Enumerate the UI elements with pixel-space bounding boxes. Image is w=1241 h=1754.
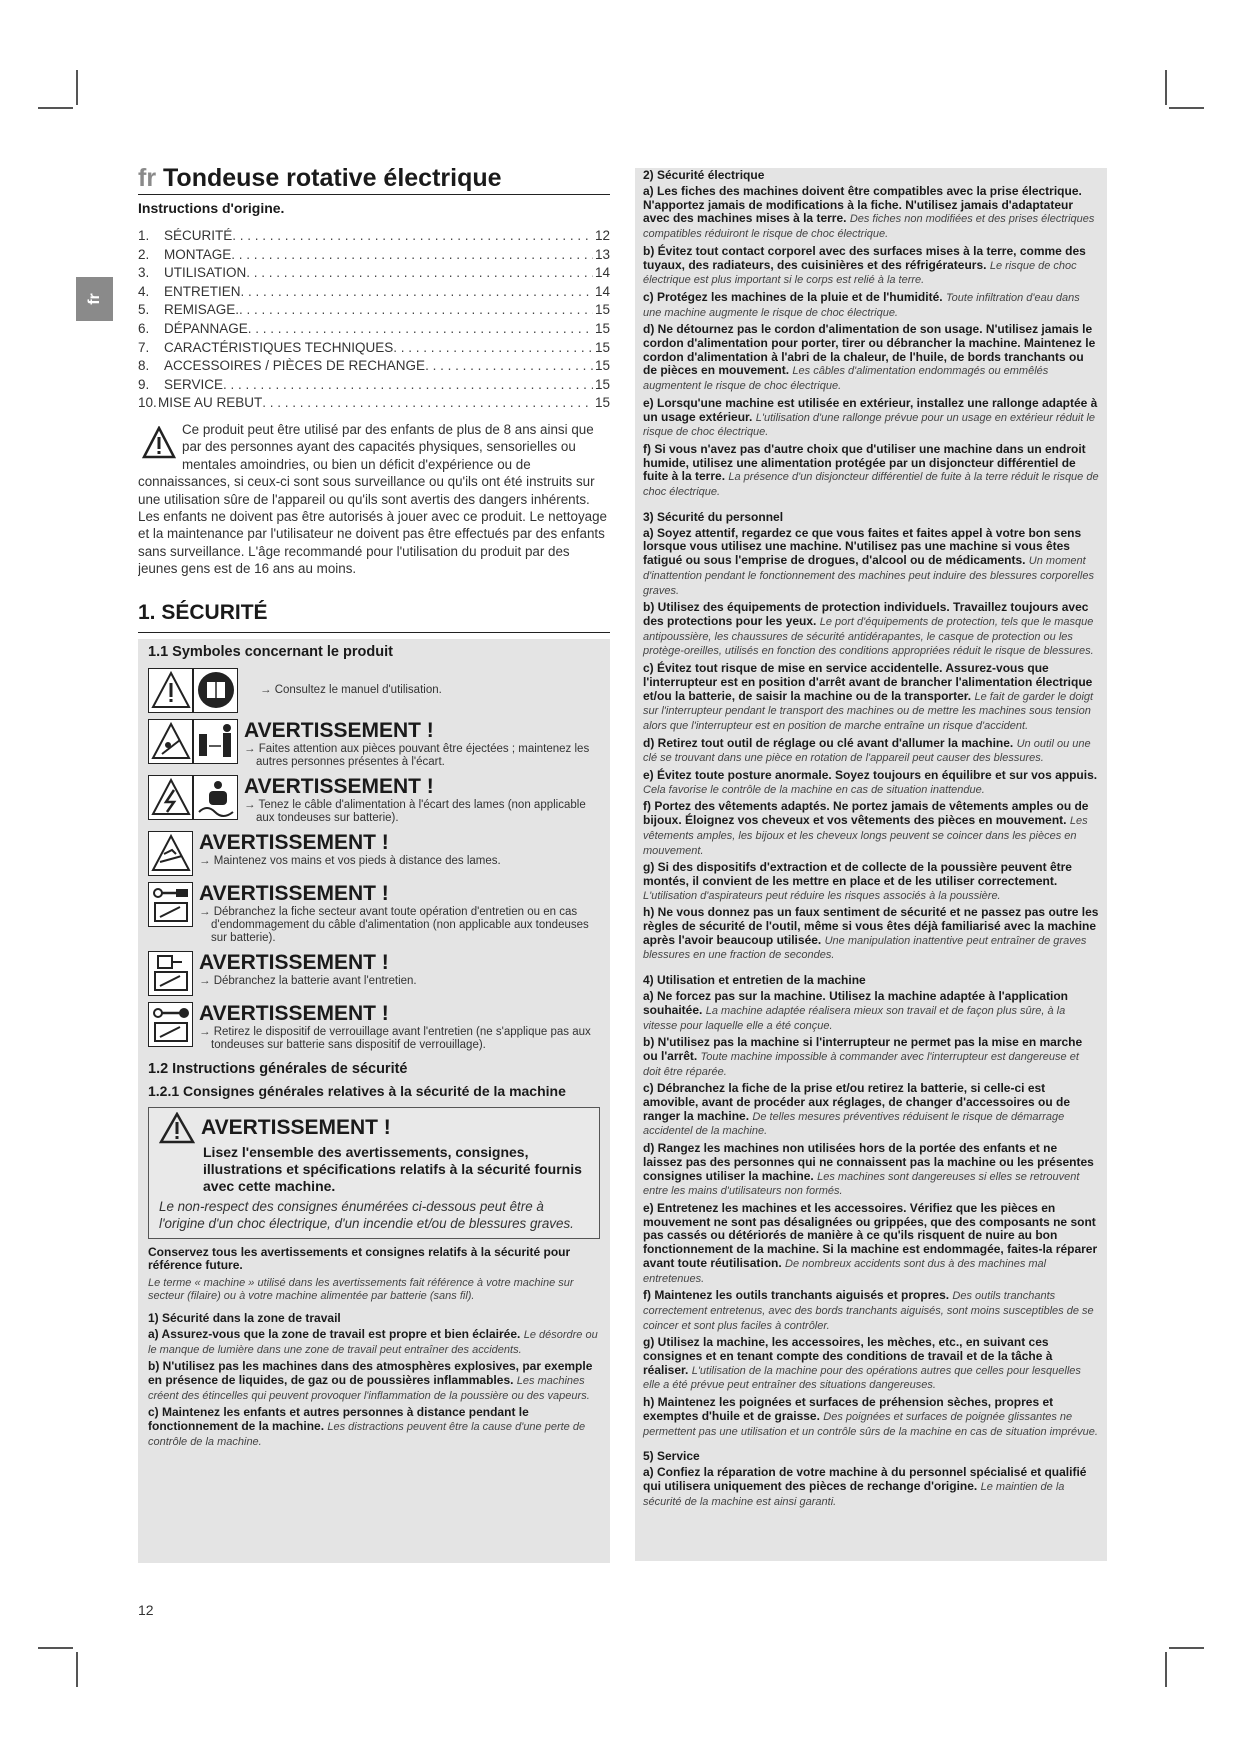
general-warning-box (148, 1107, 600, 1239)
toc-label: ENTRETIEN (164, 283, 241, 299)
toc-row (138, 301, 610, 320)
toc-row (138, 283, 610, 302)
toc-row (138, 320, 610, 339)
left-column (138, 163, 610, 1563)
symbol-row (148, 668, 600, 713)
section-rule (138, 632, 610, 633)
instruction-bold: c) Évitez tout risque de mise en service accidentelle. Assurez-vous que l'interrupteur est en position d'arrêt avant de brancher l'alimentation électrique et/ou la batterie, de saisir la machine ou de la transporter. (643, 661, 1093, 703)
warning-triangle-icon (159, 1112, 195, 1144)
manual-icon (193, 668, 238, 713)
toc-page: 15 (594, 302, 610, 318)
instruction-bold: a) Assurez-vous que la zone de travail est propre et bien éclairée. (148, 1326, 521, 1341)
instruction-paragraph (643, 1202, 1099, 1286)
blade-hand-icon (148, 831, 193, 876)
warning-icon (148, 668, 193, 713)
instruction-italic: Les câbles d'alimentation endommagés ou emmêlés augmentent le risque de choc électrique. (643, 365, 1049, 393)
safety-box (138, 639, 610, 1563)
toc-row (138, 394, 610, 413)
instruction-bold: f) Portez des vêtements adaptés. Ne portez jamais de vêtements amples ou de bijoux. Éloignez vos cheveux et vos vêtements des pièces en mouvement. (643, 799, 1089, 828)
instruction-paragraph (643, 1466, 1099, 1509)
symbol-row (148, 951, 600, 996)
toc-page: 13 (594, 246, 610, 262)
crop-mark (38, 1647, 73, 1649)
toc-row (138, 376, 610, 395)
document-title: fr Tondeuse rotative électrique (138, 164, 502, 192)
instruction-italic: Toute infiltration d'eau dans une machine augmente le risque de choc électrique. (643, 291, 1080, 319)
instruction-paragraph (643, 1082, 1099, 1139)
warning-bold-text: Lisez l'ensemble des avertissements, consignes, illustrations et spécifications relatifs à la sécurité fournis avec cette machine. (203, 1143, 582, 1194)
instruction-italic: Toute machine impossible à commander avec l'interrupteur est dangereuse et doit être réparée. (643, 1050, 1079, 1078)
toc-row (138, 227, 610, 246)
symbol-row (148, 831, 600, 876)
toc-page: 14 (594, 265, 610, 281)
table-of-contents (138, 227, 610, 413)
instruction-paragraph (643, 185, 1099, 242)
instruction-bold: b) Évitez tout contact corporel avec des surfaces mises à la terre, comme des tuyaux, des radiateurs, des cuisinières et des réfrigérateurs. (643, 243, 1086, 272)
instruction-bold: a) Confiez la réparation de votre machine à du personnel spécialisé et qualifié qui utilisera uniquement des pièces de rechange d'origine. (643, 1465, 1087, 1493)
symbol-row (148, 719, 600, 769)
instruction-bold: e) Lorsqu'une machine est utilisée en extérieur, installez une rallonge adaptée à un usage extérieur. (643, 395, 1098, 424)
toc-row (138, 339, 610, 358)
symbol-row (148, 775, 600, 825)
instruction-bold: b) N'utilisez pas la machine si l'interrupteur ne permet pas la mise en marche ou l'arrêt. (643, 1035, 1083, 1063)
instruction-italic: Une manipulation inattentive peut entraîner de graves blessures en une fraction de secondes. (643, 934, 1087, 962)
toc-label: MISE AU REBUT (158, 395, 263, 411)
instruction-paragraph (643, 861, 1099, 903)
instruction-paragraph (643, 527, 1099, 599)
key-remove-icon (148, 1002, 193, 1047)
work-area-list (148, 1328, 600, 1450)
toc-page: 12 (594, 228, 610, 243)
symbol-warning-heading: AVERTISSEMENT ! (244, 774, 434, 798)
toc-label: UTILISATION (164, 265, 247, 281)
instruction-italic: Des outils tranchants correctement entretenus, avec des bords tranchants aiguisés, sont moins susceptibles de se coincer et sont plus faciles à contrôler. (643, 1290, 1094, 1332)
right-column (635, 168, 1107, 1561)
symbol-text (193, 1002, 600, 1052)
toc-leader (248, 320, 593, 339)
cable-blade-icon (193, 775, 238, 820)
electrical-heading: 2) Sécurité électrique (643, 168, 765, 182)
instruction-italic: Cela favorise le contrôle de la machine en cas de situation inattendue. (643, 783, 985, 796)
subsection-heading: 1.2 Instructions générales de sécurité (148, 1060, 408, 1077)
toc-label: SERVICE (164, 376, 224, 392)
section-heading: 1. SÉCURITÉ (138, 600, 268, 624)
instruction-bold: f) Si vous n'avez pas d'autre choix que d'utiliser une machine dans un endroit humide, utilisez une alimentation protégée par un disjoncteur différentiel de fuite à la terre. (643, 441, 1086, 484)
instruction-paragraph (643, 1036, 1099, 1079)
service-list (643, 1466, 1099, 1509)
instruction-italic: La machine adaptée réalisera mieux son travail et de façon plus sûre, à la vitesse pour laquelle elle a été conçue. (643, 1004, 1066, 1032)
instruction-italic: L'utilisation de la machine pour des opérations autres que celles pour lesquelles elle a été prévue peut entraîner des situations dangereuses. (643, 1364, 1081, 1392)
symbol-warning-heading: AVERTISSEMENT ! (199, 881, 389, 905)
instruction-paragraph (643, 990, 1099, 1033)
instruction-bold: g) Utilisez la machine, les accessoires, les mèches, etc., en suivant ces consignes et en tenant compte des conditions de travail et de la tâche à réaliser. (643, 1335, 1053, 1377)
instruction-bold: b) N'utilisez pas les machines dans des atmosphères explosives, par exemple en présence de liquides, de gaz ou de poussières inflammables. (148, 1359, 593, 1388)
service-heading: 5) Service (643, 1449, 700, 1464)
electric-hazard-icon (148, 775, 193, 820)
instruction-paragraph (148, 1406, 600, 1449)
instruction-paragraph (643, 1289, 1099, 1333)
toc-label: CARACTÉRISTIQUES TECHNIQUES (164, 339, 394, 355)
instruction-paragraph (643, 800, 1099, 858)
instruction-bold: g) Si des dispositifs d'extraction et de collecte de la poussière peuvent être montés, il convient de les mettre en place et de les utiliser correctement. (643, 860, 1072, 888)
toc-number: 6. (138, 320, 150, 336)
toc-label: DÉPANNAGE (164, 320, 248, 336)
instruction-italic: Des poignées et surfaces de poignée glissantes ne permettent pas une utilisation et un contrôle sûrs de la machine en cas de situation imprévue. (643, 1410, 1098, 1438)
toc-row (138, 246, 610, 265)
toc-number: 10. (138, 395, 157, 411)
symbol-note: → Maintenez vos mains et vos pieds à distance des lames. (199, 854, 501, 867)
symbol-icons (148, 719, 238, 764)
crop-mark (76, 1652, 78, 1687)
subsubsection-heading: 1.2.1 Consignes générales relatives à la sécurité de la machine (148, 1082, 566, 1099)
title-rule (138, 194, 610, 195)
symbol-icons (148, 882, 193, 927)
instruction-paragraph (643, 443, 1099, 500)
crop-mark (1169, 107, 1204, 109)
warning-triangle-icon (142, 426, 176, 460)
instruction-italic: Les distractions peuvent être la cause d'une perte de contrôle de la machine. (148, 1421, 586, 1448)
instruction-paragraph (643, 601, 1099, 659)
instruction-italic: L'utilisation d'aspirateurs peut réduire les risques associés à la poussière. (643, 889, 1001, 902)
instruction-italic: Le maintien de la sécurité de la machine est ainsi garanti. (643, 1480, 1065, 1508)
symbol-text (238, 775, 600, 825)
toc-row (138, 264, 610, 283)
instruction-paragraph (148, 1360, 600, 1403)
electrical-list (643, 185, 1099, 500)
warning-italic-text: Le non-respect des consignes énumérées ci-dessous peut être à l'origine d'un choc électrique, d'un incendie et/ou de blessures graves. (159, 1198, 574, 1231)
symbol-warning-heading: AVERTISSEMENT ! (199, 830, 389, 854)
battery-remove-icon (148, 951, 193, 996)
instruction-italic: Un moment d'inattention pendant le fonctionnement des machines peut induire des blessures corporelles graves. (643, 555, 1094, 597)
instruction-bold: a) Soyez attentif, regardez ce que vous faites et faites appel à votre bon sens lorsque vous utilisez une machine. N'utilisez pas une machine si vous êtes fatigué ou sous l'emprise de drogues, d'alcool ou de médicaments. (643, 525, 1082, 568)
crop-mark (1165, 1652, 1167, 1687)
page-number: 12 (138, 1602, 154, 1618)
instruction-italic: Le fait de garder le doigt sur l'interrupteur pendant le transport des machines ou de mettre les machines sous tension alors que l'interrupteur est en position de marche entraîne un risque d'accident. (643, 690, 1094, 732)
toc-label: ACCESSOIRES / PIÈCES DE RECHANGE (164, 358, 426, 374)
instruction-italic: L'utilisation d'une rallonge prévue pour un usage en extérieur réduit le risque de choc électrique. (643, 411, 1096, 439)
instruction-paragraph (643, 291, 1099, 320)
subsection-heading: 1.1 Symboles concernant le produit (148, 643, 393, 660)
symbol-note: → Retirez le dispositif de verrouillage avant l'entretien (ne s'applique pas aux tondeuses sur batterie sans dispositif de verrouillage). (199, 1025, 591, 1051)
symbol-list (148, 668, 600, 1052)
instruction-paragraph (643, 397, 1099, 440)
symbol-note: → Faites attention aux pièces pouvant être éjectées ; maintenez les autres personnes présentes à l'écart. (244, 742, 590, 768)
instruction-bold: d) Rangez les machines non utilisées hors de la portée des enfants et ne laissez pas des personnes qui ne connaissent pas la machine ou les présentes consignes utiliser la machine. (643, 1141, 1094, 1183)
thrown-objects-icon (148, 719, 193, 764)
warning-heading: AVERTISSEMENT ! (159, 1112, 589, 1144)
instruction-italic: De telles mesures préventives réduisent le risque de démarrage accidentel de la machine. (643, 1110, 1065, 1138)
symbol-text (238, 719, 600, 769)
personal-list (643, 527, 1099, 963)
instruction-italic: Le risque de choc électrique est plus important si le corps est relié à la terre. (643, 259, 1077, 287)
unplug-maintenance-icon (148, 882, 193, 927)
machine-definition: Le terme « machine » utilisé dans les avertissements fait référence à votre machine sur secteur (filaire) ou à votre machine alimentée par batterie (sans fil). (148, 1276, 574, 1303)
instruction-paragraph (643, 1142, 1099, 1199)
work-area-heading: 1) Sécurité dans la zone de travail (148, 1310, 341, 1325)
crop-mark (38, 107, 73, 109)
toc-page: 14 (594, 283, 610, 299)
instruction-bold: d) Ne détournez pas le cordon d'alimentation de son usage. N'utilisez jamais le cordon d'alimentation pour porter, tirer ou débrancher la machine. Maintenez le cordon d'alimentation à l'abri de la chaleur, de l'huile, de bords tranchants ou de pièces en mouvement. (643, 322, 1096, 378)
toc-number: 9. (138, 376, 150, 392)
children-warning: Ce produit peut être utilisé par des enfants de plus de 8 ans ainsi que par des personnes ayant des capacités physiques, sensorielles ou mentales amoindries, ou bien un déficit d'expérience ou de connaissances, si ceux-ci sont sous surveillance ou qu'ils ont été instruits sur une utilisation sûre de l'appareil ou qu'ils sont avertis des dangers inhérents. Les enfants ne doivent pas être autorisés à jouer avec ce produit. Le nettoyage et la maintenance par l'utilisateur ne doivent pas être effectués par des enfants sans surveillance. L'âge recommandé pour l'utilisation du produit par des jeunes gens est de 16 ans au moins. (138, 421, 607, 577)
crop-mark (76, 70, 78, 105)
instruction-italic: Les vêtements amples, les bijoux et les cheveux longs peuvent se coincer dans les pièces en mouvement. (643, 815, 1088, 857)
symbol-warning-heading: AVERTISSEMENT ! (199, 1001, 389, 1025)
symbol-text (193, 951, 600, 988)
symbol-text (238, 668, 600, 697)
toc-page: 15 (594, 320, 610, 336)
use-heading: 4) Utilisation et entretien de la machine (643, 973, 866, 988)
toc-page: 15 (594, 395, 610, 411)
instruction-bold: a) Les fiches des machines doivent être compatibles avec la prise électrique. N'apportez jamais de modifications à la fiche. N'utilisez jamais d'adaptateur avec des machines mises à la terre. (643, 184, 1082, 226)
instruction-italic: Le désordre ou le manque de lumière dans une zone de travail peut entraîner des accidents. (148, 1328, 598, 1356)
instruction-bold: c) Maintenez les enfants et autres personnes à distance pendant le fonctionnement de la machine. (148, 1405, 529, 1434)
instruction-bold: d) Retirez tout outil de réglage ou clé avant d'allumer la machine. (643, 735, 1014, 750)
crop-mark (1165, 70, 1167, 105)
toc-number: 4. (138, 283, 150, 299)
instruction-bold: a) Ne forcez pas sur la machine. Utilisez la machine adaptée à l'application souhaitée. (643, 989, 1068, 1017)
instruction-bold: c) Protégez les machines de la pluie et de l'humidité. (643, 289, 943, 304)
symbol-icons (148, 668, 238, 713)
toc-leader (241, 283, 593, 302)
toc-page: 15 (594, 339, 610, 355)
instruction-italic: Des fiches non modifiées et des prises électriques compatibles réduiront le risque de choc électrique. (643, 213, 1095, 241)
toc-leader (393, 339, 593, 358)
instruction-bold: b) Utilisez des équipements de protection individuels. Travaillez toujours avec des protections pour les yeux. (643, 600, 1089, 628)
symbol-warning-heading: AVERTISSEMENT ! (244, 718, 434, 742)
symbol-warning-heading: AVERTISSEMENT ! (199, 950, 389, 974)
toc-leader (239, 301, 593, 320)
instruction-italic: La présence d'un disjoncteur différentiel de fuite à la terre réduit le risque de choc électrique. (643, 471, 1099, 499)
instruction-paragraph (148, 1328, 600, 1357)
symbol-note: → Consultez le manuel d'utilisation. (260, 683, 442, 696)
toc-leader (262, 394, 593, 413)
subtitle: Instructions d'origine. (138, 200, 285, 216)
symbol-note: → Débranchez la fiche secteur avant toute opération d'entretien ou en cas d'endommagement du câble d'alimentation (non applicable aux tondeuses sur batterie). (199, 905, 589, 944)
toc-leader (232, 227, 593, 246)
keep-instructions: Conservez tous les avertissements et consignes relatifs à la sécurité pour référence future. (148, 1244, 571, 1273)
toc-page: 15 (594, 358, 610, 374)
symbol-icons (148, 775, 238, 820)
instruction-bold: h) Ne vous donnez pas un faux sentiment de sécurité et ne passez pas outre les règles de sécurité de l'outil, même si vous êtes déjà familiarisé avec la machine après l'avoir beaucoup utilisée. (643, 905, 1099, 947)
instruction-paragraph (643, 769, 1099, 797)
instruction-paragraph (643, 245, 1099, 288)
toc-leader (425, 357, 593, 376)
toc-label: MONTAGE (164, 246, 232, 262)
instruction-italic: Un outil ou une clé se trouvant dans une pièce en rotation de l'appareil peut causer des blessures. (643, 737, 1091, 765)
instruction-bold: e) Évitez toute posture anormale. Soyez toujours en équilibre et sur vos appuis. (643, 768, 1098, 783)
instruction-paragraph (643, 323, 1099, 394)
toc-row (138, 357, 610, 376)
toc-number: 1. (138, 228, 150, 243)
use-list (643, 990, 1099, 1439)
instruction-italic: Les machines créent des étincelles qui peuvent provoquer l'inflammation de la poussière ou des vapeurs. (148, 1375, 590, 1402)
toc-label: REMISAGE. (164, 302, 240, 318)
language-tab: fr (76, 277, 113, 321)
symbol-icons (148, 951, 193, 996)
crop-mark (1169, 1647, 1204, 1649)
symbol-icons (148, 831, 193, 876)
toc-number: 2. (138, 246, 150, 262)
instruction-paragraph (643, 1336, 1099, 1393)
toc-number: 3. (138, 265, 150, 281)
bystander-distance-icon (193, 719, 238, 764)
toc-page: 15 (594, 376, 610, 392)
instruction-bold: f) Maintenez les outils tranchants aiguisés et propres. (643, 1288, 950, 1303)
symbol-icons (148, 1002, 193, 1047)
instruction-italic: De nombreux accidents sont dus à des machines mal entretenues. (643, 1257, 1047, 1285)
symbol-note: → Tenez le câble d'alimentation à l'écart des lames (non applicable aux tondeuses sur batterie). (244, 798, 586, 824)
instruction-paragraph (643, 906, 1099, 963)
instruction-paragraph (643, 737, 1099, 766)
toc-leader (246, 264, 593, 283)
instruction-paragraph (643, 662, 1099, 734)
instruction-bold: e) Entretenez les machines et les accessoires. Vérifiez que les pièces en mouvement ne sont pas désalignées ou grippées, que des composants ne sont pas cassés ou détériorés de manière à ce qu'ils risquent de nuire au bon fonctionnement de la machine. Si la machine est endommagée, faites-la réparer avant toute réutilisation. (643, 1201, 1098, 1270)
symbol-text (193, 882, 600, 945)
toc-number: 8. (138, 358, 150, 374)
toc-number: 5. (138, 302, 150, 318)
toc-label: SÉCURITÉ (164, 228, 233, 243)
toc-leader (223, 376, 593, 395)
symbol-row (148, 882, 600, 945)
symbol-text (193, 831, 600, 868)
symbol-row (148, 1002, 600, 1052)
instruction-italic: Les machines sont dangereuses si elles se retrouvent entre les mains d'utilisateurs non formés. (643, 1170, 1080, 1198)
instruction-bold: h) Maintenez les poignées et surfaces de préhension sèches, propres et exemptes d'huile et de graisse. (643, 1395, 1054, 1423)
toc-leader (231, 246, 593, 265)
instruction-bold: c) Débranchez la fiche de la prise et/ou retirez la batterie, si celle-ci est amovible, avant de procéder aux réglages, de changer d'accessoires ou de ranger la machine. (643, 1081, 1071, 1123)
personal-heading: 3) Sécurité du personnel (643, 509, 784, 524)
instruction-italic: Le port d'équipements de protection, tels que le masque antipoussière, les chaussures de sécurité antidérapantes, le casque de protection ou les protège-oreilles, utilisés en fonction des conditions appropriées réduit le risque de blessures. (643, 615, 1094, 658)
instruction-paragraph (643, 1396, 1099, 1439)
toc-number: 7. (138, 339, 150, 355)
symbol-note: → Débranchez la batterie avant l'entretien. (199, 974, 417, 987)
